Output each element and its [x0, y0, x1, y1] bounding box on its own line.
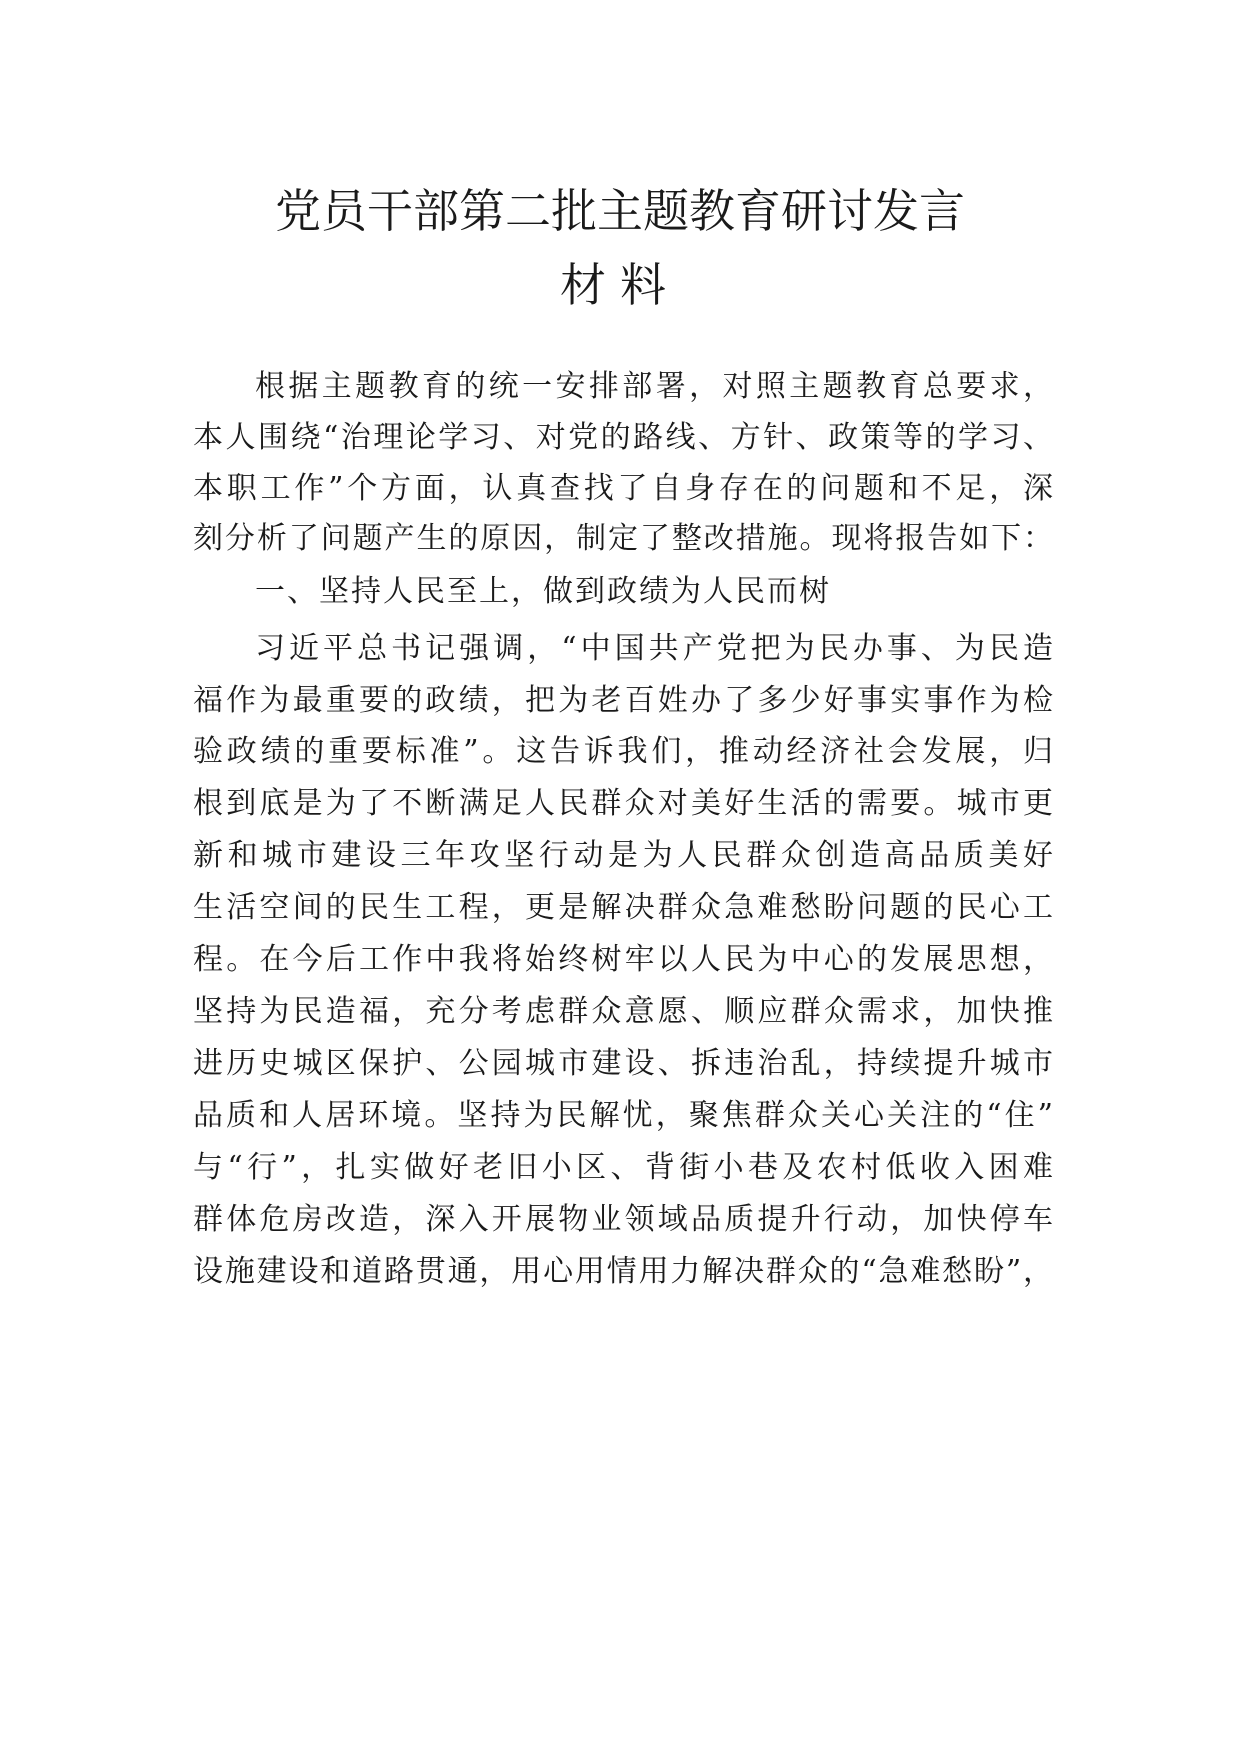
document-title: 党员干部第二批主题教育研讨发言: [275, 184, 965, 238]
section-heading: 一、坚持人民至上，做到政绩为人民而树: [255, 574, 831, 609]
paragraph-line: 福作为最重要的政绩，把为老百姓办了多少好事实事作为检: [193, 683, 1053, 718]
paragraph-line: 根到底是为了不断满足人民群众对美好生活的需要。城市更: [193, 786, 1053, 821]
paragraph-line: 根据主题教育的统一安排部署，对照主题教育总要求，: [255, 369, 1053, 404]
paragraph-line: 群体危房改造，深入开展物业领域品质提升行动，加快停车: [193, 1202, 1053, 1237]
paragraph-line: 本人围绕“治理论学习、对党的路线、方针、政策等的学习、: [193, 420, 1053, 455]
paragraph-line: 习近平总书记强调，“中国共产党把为民办事、为民造: [255, 631, 1053, 666]
paragraph-line: 坚持为民造福，充分考虑群众意愿、顺应群众需求，加快推: [193, 994, 1053, 1029]
paragraph-line: 刻分析了问题产生的原因，制定了整改措施。现将报告如下：: [193, 521, 1053, 556]
paragraph-line: 本职工作”个方面，认真查找了自身存在的问题和不足，深: [193, 471, 1053, 506]
paragraph-line: 验政绩的重要标准”。这告诉我们，推动经济社会发展，归: [193, 734, 1053, 769]
paragraph-line: 进历史城区保护、公园城市建设、拆违治乱，持续提升城市: [193, 1046, 1053, 1081]
paragraph-line: 设施建设和道路贯通，用心用情用力解决群众的“急难愁盼”，: [193, 1254, 1053, 1289]
paragraph-line: 新和城市建设三年攻坚行动是为人民群众创造高品质美好: [193, 838, 1053, 873]
paragraph-line: 程。在今后工作中我将始终树牢以人民为中心的发展思想，: [193, 942, 1053, 977]
paragraph-line: 与“行”，扎实做好老旧小区、背街小巷及农村低收入困难: [193, 1150, 1053, 1185]
paragraph-line: 品质和人居环境。坚持为民解忧，聚焦群众关心关注的“住”: [193, 1098, 1053, 1133]
document-title-continuation: 材料: [560, 258, 680, 312]
paragraph-line: 生活空间的民生工程，更是解决群众急难愁盼问题的民心工: [193, 890, 1053, 925]
